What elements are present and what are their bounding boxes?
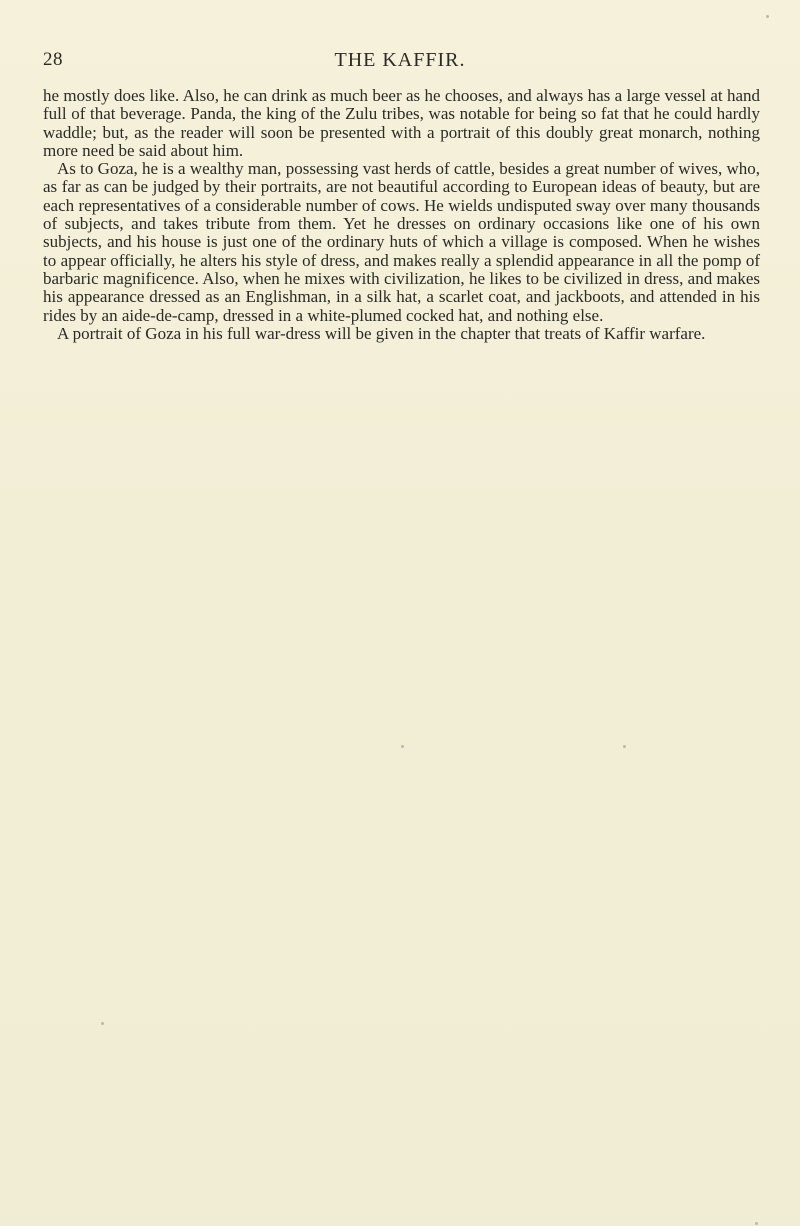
body-text bbox=[43, 87, 760, 343]
page-header bbox=[43, 49, 757, 79]
paper-speck bbox=[766, 15, 769, 18]
paragraph-goza-wealth: As to Goza, he is a wealthy man, possessing vast herds of cattle, besides a great number of wives, who, as far as can be judged by their portraits, are not beautiful according to European ideas of beauty, but are each representatives of a considerable number of cows. He wields undisputed sway over many thousands of subjects, and takes tribute from them. Yet he dresses on ordinary occasions like one of his own subjects, and his house is just one of the ordinary huts of which a village is composed. When he wishes to appear officially, he alters his style of dress, and makes really a splendid appearance in all the pomp of barbaric magnificence. Also, when he mixes with civilization, he likes to be civilized in dress, and makes his appearance dressed as an Englishman, in a silk hat, a scarlet coat, and jackboots, and attended in his rides by an aide-de-camp, dressed in a white-plumed cocked hat, and nothing else. bbox=[43, 159, 760, 325]
paper-speck bbox=[401, 745, 404, 748]
page-number: 28 bbox=[43, 49, 63, 70]
paper-speck bbox=[623, 745, 626, 748]
paragraph-portrait-note: A portrait of Goza in his full war-dress will be given in the chapter that treats of Kaffir warfare. bbox=[57, 323, 706, 343]
running-title: THE KAFFIR. bbox=[334, 49, 466, 71]
paragraph-continued: he mostly does like. Also, he can drink as much beer as he chooses, and always has a large vessel at hand full of that beverage. Panda, the king of the Zulu tribes, was notable for being so fat that he could hardly waddle; but, as the reader will soon be presented with a portrait of this doubly great monarch, nothing more need be said about him. bbox=[43, 86, 760, 160]
paper-speck bbox=[755, 1222, 758, 1225]
paper-speck bbox=[101, 1022, 104, 1025]
